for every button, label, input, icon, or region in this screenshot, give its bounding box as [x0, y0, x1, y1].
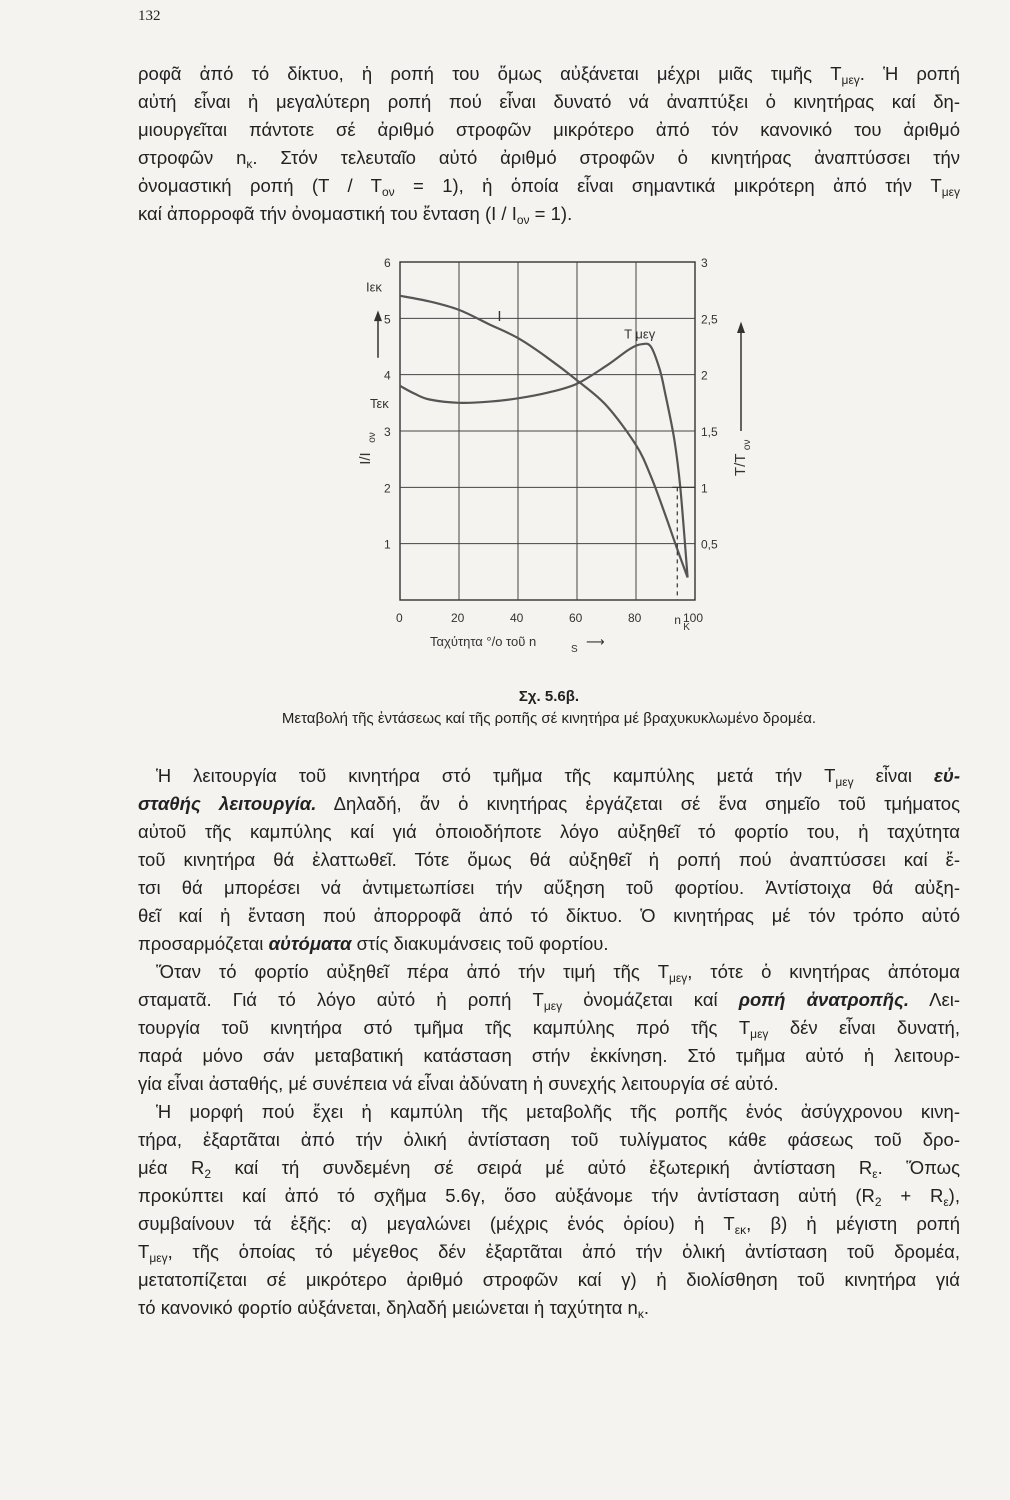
text-line [138, 1042, 960, 1070]
text-run: , β) ἡ μέγιστη ροπή [746, 1213, 960, 1234]
y-left-tick-label: 1 [384, 537, 391, 552]
text-line [138, 1238, 960, 1266]
current-curve-label: I [497, 308, 502, 326]
x-tick-label: 80 [628, 611, 642, 625]
y-left-tick-label: 6 [384, 256, 391, 270]
subscript: κ [246, 157, 253, 171]
subscript: ον [516, 213, 530, 227]
figure-number: Σχ. 5.6β. [518, 688, 580, 705]
text-line [138, 1266, 960, 1294]
text-run: μέα R [138, 1157, 205, 1178]
subscript: ε [943, 1195, 949, 1209]
text-run: συμβαίνουν τά ἑξῆς: α) μεγαλώνει (μέχρις ἑνός ὁρίου) ἡ T [138, 1213, 735, 1234]
text-run: ὀνομάζεται καί [562, 989, 739, 1010]
text-line [138, 930, 960, 958]
body-text [138, 762, 960, 1322]
y-right-tick-label: 3 [701, 256, 708, 270]
text-run: Ἡ μορφή πού ἔχει ἡ καμπύλη τῆς μεταβολῆς τῆς ροπῆς ἑνός ἀσύγχρονου κινη- [156, 1101, 960, 1122]
text-run: Λει- [909, 989, 961, 1010]
x-tick-label: 60 [569, 611, 583, 625]
intro-line [138, 144, 960, 172]
text-line [138, 818, 960, 846]
emphasis: εὐ- [934, 765, 960, 786]
text-line [138, 958, 960, 986]
y-right-axis-label [732, 440, 753, 477]
x-tick-label: 20 [451, 611, 465, 625]
text-line [138, 1210, 960, 1238]
text-line [138, 1014, 960, 1042]
x-tick-label: 40 [510, 611, 524, 625]
y-left-tick-label: 4 [384, 368, 391, 383]
text-line [138, 874, 960, 902]
text-run: γία εἶναι ἀσταθής, μέ συνέπεια νά εἶναι ἀδύνατη ἡ συνεχής λειτουργία σέ αὐτό. [138, 1073, 779, 1094]
text-run: . [643, 1297, 649, 1318]
y-right-tick-label: 1,5 [701, 425, 718, 439]
text-run: προκύπτει καί ἀπό τό σχῆμα 5.6γ, ὅσο αὐξάνομε τήν ἀντίσταση αὐτή (R [138, 1185, 875, 1206]
y-right-arrow-head [737, 322, 745, 333]
text-line [138, 790, 960, 818]
y-right-axis-subscript: ον [742, 439, 753, 451]
y-left-axis-subscript: ον [367, 432, 378, 443]
text-run: στροφῶν n [138, 147, 247, 168]
text-run: δέν εἶναι δυνατή, [768, 1017, 960, 1038]
figure-caption: Μεταβολή τῆς ἐντάσεως καί τῆς ροπῆς σέ κινητήρα μέ βραχυκυκλωμένο δρομέα. [281, 710, 817, 727]
y-left-tick-label: 3 [384, 425, 391, 439]
text-run: καί τή συνδεμένη σέ σειρά μέ αὐτό ἐξωτερική ἀντίσταση R [211, 1157, 873, 1178]
text-run: , τῆς ὁποίας τό μέγεθος δέν ἐξαρτᾶται ἀπό τήν ὁλική ἀντίσταση τοῦ δρομέα, [167, 1241, 960, 1262]
x-axis-label: Ταχύτητα °/ο τοῦ n [430, 634, 537, 649]
emphasis: σταθής λειτουργία. [138, 793, 317, 814]
subscript: 2 [204, 1167, 212, 1181]
text-line [138, 1154, 960, 1182]
subscript: μεγ [835, 775, 854, 789]
text-run: = 1), ἡ ὁποία εἶναι σημαντικά μικρότερη ἀπό τήν T [394, 175, 942, 196]
text-line [138, 762, 960, 790]
y-left-tick-label: 5 [384, 312, 391, 327]
subscript: μεγ [543, 999, 563, 1013]
subscript: μεγ [669, 971, 688, 985]
page-number: 132 [138, 8, 161, 24]
text-line [138, 986, 960, 1014]
text-run: . Ὅπως [877, 1157, 960, 1178]
subscript: ον [381, 185, 395, 199]
emphasis: αὐτόματα [268, 933, 352, 954]
x-tick-label: 0 [396, 611, 403, 625]
text-run: παρά μόνο σάν μεταβατική κατάσταση στήν ἐκκίνηση. Στό τμῆμα αὐτό ἡ λειτουρ- [138, 1045, 960, 1066]
y-left-axis-text: I/I [357, 452, 374, 465]
y-left-arrow-head [374, 310, 382, 321]
intro-line [138, 116, 960, 144]
text-line [138, 1070, 960, 1098]
text-run: στίς διακυμάνσεις τοῦ φορτίου. [351, 933, 609, 954]
current-torque-chart [330, 250, 760, 670]
text-run: τοῦ κινητήρα θά ἐλαττωθεῖ. Τότε ὅμως θά αὐξηθεῖ ἡ ροπή πού ἀναπτύσσει καί ἔ- [138, 849, 960, 870]
y-right-tick-label: 1 [701, 481, 708, 496]
text-run: καί ἀπορροφᾶ τήν ὀνομαστική του ἔνταση (I / I [138, 203, 517, 224]
text-run: εἶναι [853, 765, 935, 786]
text-run: μιουργεῖται πάντοτε σέ ἀριθμό στροφῶν μικρότερο ἀπό τόν κανονικό του ἀριθμό [138, 119, 960, 140]
text-run: . Στόν τελευταῖο αὐτό ἀριθμό στροφῶν ὁ κινητήρας ἀναπτύσσει τήν [252, 147, 960, 168]
nk-subscript: K [683, 622, 690, 633]
text-run: σταματᾶ. Γιά τό λόγο αὐτό ἡ ροπή T [138, 989, 544, 1010]
text-run: + R [881, 1185, 944, 1206]
subscript: μεγ [941, 185, 960, 199]
text-run: . Ἡ ροπή [859, 63, 960, 84]
torque-curve-label: T μεγ [624, 326, 656, 342]
subscript: εκ [734, 1223, 747, 1237]
text-run: ὀνομαστική ροπή (T / T [138, 175, 382, 196]
i-start-label: Ιεκ [366, 279, 382, 295]
x-tick-label: 100 [683, 611, 704, 625]
intro-paragraph [138, 60, 960, 228]
y-left-tick-label: 2 [384, 481, 391, 496]
text-run: ροφᾶ ἀπό τό δίκτυο, ἡ ροπή του ὅμως αὐξάνεται μέχρι μιᾶς τιμῆς T [138, 63, 842, 84]
text-line [138, 1182, 960, 1210]
text-run: τσι θά μπορέσει νά ἀντιμετωπίσει τήν αὔξηση τοῦ φορτίου. Ἀντίστοιχα θά αὐξη- [138, 877, 960, 898]
text-line [138, 1126, 960, 1154]
x-axis-arrow: ⟶ [586, 634, 605, 649]
x-axis-label-subscript: S [571, 644, 578, 655]
nk-label: n [674, 613, 681, 627]
text-line [138, 902, 960, 930]
text-run: τήρα, ἐξαρτᾶται ἀπό τήν ὁλική ἀντίσταση τοῦ τυλίγματος κάθε φάσεως τοῦ δρο- [138, 1129, 960, 1150]
text-line [138, 846, 960, 874]
text-run: Δηλαδή, ἄν ὁ κινητήρας ἐργάζεται σέ ἕνα σημεῖο τοῦ τμήματος [316, 793, 960, 814]
text-run: T [138, 1241, 150, 1262]
text-line [138, 1098, 960, 1126]
intro-line [138, 200, 960, 228]
subscript: ε [872, 1167, 878, 1181]
text-run: προσαρμόζεται [138, 933, 269, 954]
text-run: μετατοπίζεται σέ μικρότερο ἀριθμό στροφῶν καί γ) ἡ διολίσθηση τοῦ κινητήρα γιά [138, 1269, 960, 1290]
text-run: = 1). [529, 203, 573, 224]
y-right-tick-label: 2,5 [701, 312, 718, 327]
y-right-tick-label: 0,5 [701, 537, 718, 552]
paragraph-shape [138, 1098, 960, 1322]
text-run: τό κανονικό φορτίο αὐξάνεται, δηλαδή μειώνεται ἡ ταχύτητα n [138, 1297, 638, 1318]
subscript: μεγ [841, 73, 860, 87]
intro-line [138, 88, 960, 116]
paragraph-stall [138, 958, 960, 1098]
subscript: μεγ [750, 1027, 769, 1041]
text-run: θεῖ καί ἡ ἔνταση πού ἀπορροφᾶ ἀπό τό δίκτυο. Ὁ κινητήρας μέ τόν τρόπο αὐτό [138, 905, 960, 926]
subscript: κ [637, 1307, 644, 1321]
paragraph-stable [138, 762, 960, 958]
y-left-axis-label [357, 432, 378, 465]
y-right-axis-text: T/T [732, 453, 749, 477]
intro-line [138, 172, 960, 200]
text-run: αὐτοῦ τῆς καμπύλης καί γιά ὁποιοδήποτε λόγο αὐξηθεῖ τό φορτίο του, ἡ ταχύτητα [138, 821, 960, 842]
text-run: Ἡ λειτουργία τοῦ κινητήρα στό τμῆμα τῆς καμπύλης μετά τήν T [156, 765, 836, 786]
text-line [138, 1294, 960, 1322]
figure-5-6b [330, 250, 760, 670]
subscript: μεγ [149, 1251, 168, 1265]
text-run: τουργία τοῦ κινητήρα στό τμῆμα τῆς καμπύλης πρό τῆς T [138, 1017, 751, 1038]
emphasis: ροπή ἀνατροπῆς. [738, 989, 910, 1010]
text-run: αὐτή εἶναι ἡ μεγαλύτερη ροπή πού εἶναι δυνατό νά ἀναπτύξει ὁ κινητήρας καί δη- [138, 91, 960, 112]
intro-line [138, 60, 960, 88]
text-run: ), [948, 1185, 960, 1206]
text-run: Ὅταν τό φορτίο αὐξηθεῖ πέρα ἀπό τήν τιμή τῆς T [156, 961, 669, 982]
subscript: 2 [874, 1195, 882, 1209]
y-right-tick-label: 2 [701, 368, 708, 383]
text-run: , τότε ὁ κινητήρας ἀπότομα [687, 961, 960, 982]
t-start-label: Τεκ [370, 395, 389, 411]
